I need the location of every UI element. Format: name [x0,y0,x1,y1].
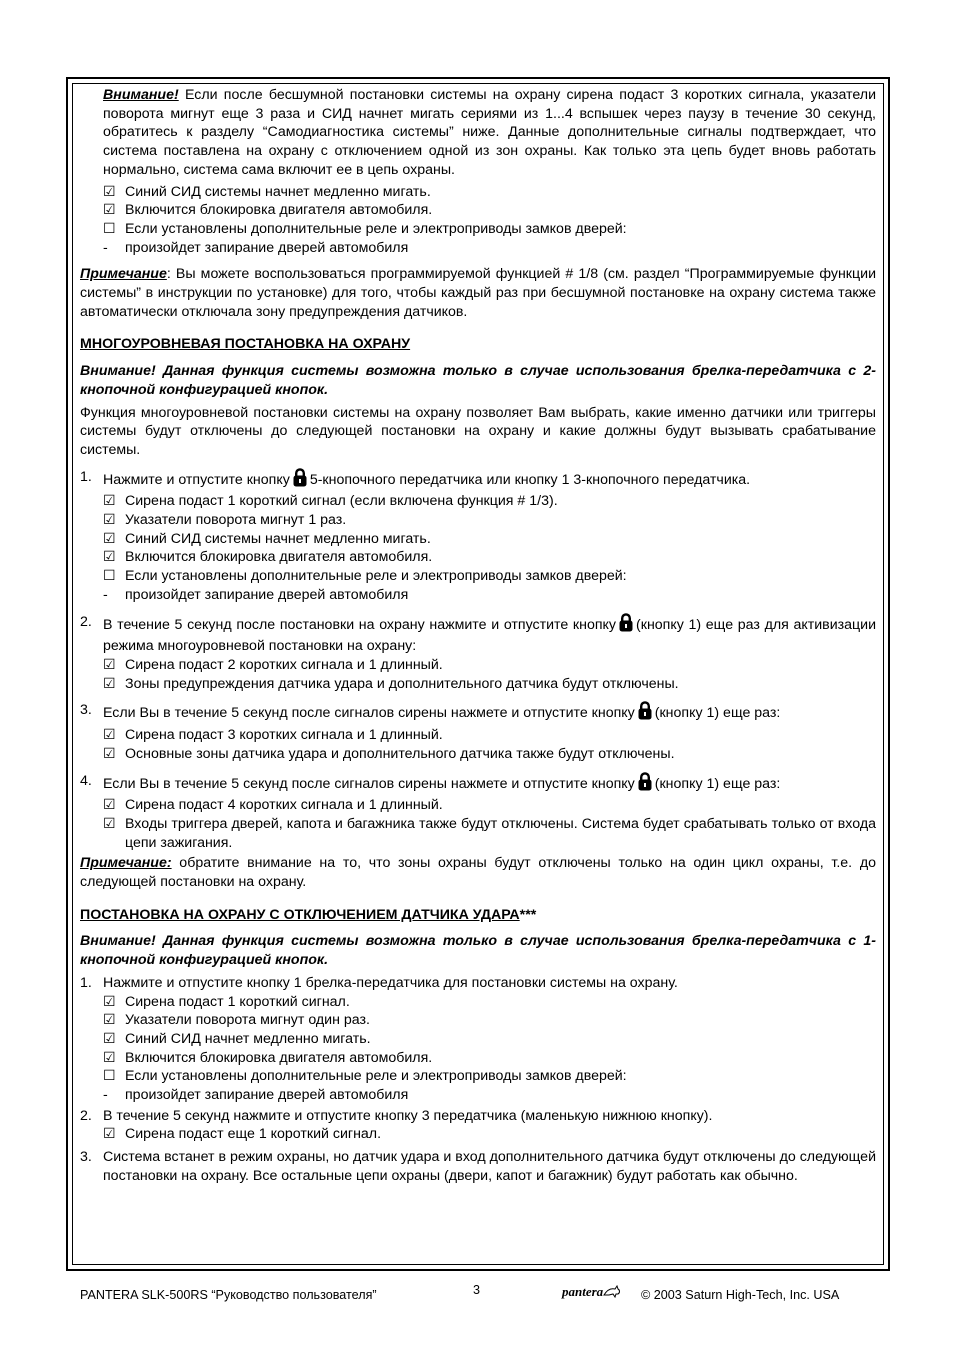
section-heading-line [80,906,876,925]
checkbox-checked-icon: ☑ [103,1126,116,1143]
list-item-text: Зоны предупреждения датчика удара и дополнительного датчика будут отключены. [125,675,679,692]
step-text: Нажмите и отпустите кнопку [103,471,290,488]
list-item [80,745,876,764]
list-item-text: Включится блокировка двигателя автомобиля. [125,1049,433,1066]
lock-icon [293,468,307,493]
list-item [80,796,876,815]
list-item-text: Синий СИД начнет медленно мигать. [125,1030,371,1047]
checkbox-checked-icon: ☑ [103,1049,116,1066]
warning-paragraph: Внимание! Данная функция системы возможна только в случае использования брелка-передатчика с 2-кнопочной конфигурацией кнопок. [80,363,876,398]
list-item-text: Если установлены дополнительные реле и электроприводы замков дверей: [125,568,627,585]
list-item [80,511,876,530]
checkbox-checked-icon: ☑ [103,797,116,814]
step-text: В течение 5 секунд нажмите и отпустите кнопку 3 передатчика (маленькую нижнюю кнопку). [103,1107,713,1124]
list-item-text: Сирена подаст 4 коротких сигнала и 1 длинный. [125,797,443,814]
list-item-text: Включится блокировка двигателя автомобиля. [125,549,433,566]
heading-footnote-mark: *** [519,906,537,923]
step-text: Если Вы в течение 5 секунд после сигналов сирены нажмете и отпустите кнопку [103,775,635,792]
list-item [80,993,876,1012]
list-item [80,567,876,586]
step-3-list [80,726,876,763]
list-item-text: Основные зоны датчика удара и дополнительного датчика также будут отключены. [125,745,675,762]
list-item [80,220,876,239]
checkbox-checked-icon: ☑ [103,512,116,529]
step-number: 3. [80,1149,92,1166]
list-item-text: произойдет запирание дверей автомобиля [125,1087,409,1104]
step-text: (кнопку 1) еще раз для активизации режима многоуровневой постановки на охрану: [103,616,876,655]
list-item [80,183,876,202]
step-3 [80,1148,876,1185]
warning-paragraph [80,86,876,180]
list-item [80,492,876,511]
list-item [80,1125,876,1144]
note-label: Примечание: [80,855,172,872]
checkbox-checked-icon: ☑ [103,549,116,566]
list-item-text: Если установлены дополнительные реле и электроприводы замков дверей: [125,220,627,237]
footer-copyright: © 2003 Saturn High-Tech, Inc. USA [641,1288,840,1302]
list-item [80,656,876,675]
note-text: : Вы можете воспользоваться программируемой функцией # 1/8 (см. раздел “Программируемые функции системы” в инструкции по установке) для того, чтобы каждый раз при бесшумной постановке на охрану система также автоматически отключала зону предупреждения датчиков. [80,266,876,320]
step-2 [80,613,876,656]
note-paragraph [80,854,876,891]
checkbox-checked-icon: ☑ [103,815,116,832]
footer-title: PANTERA SLK-500RS “Руководство пользователя” [80,1288,377,1302]
checkbox-checked-icon: ☑ [103,745,116,762]
dash-bullet: - [103,1087,108,1104]
checkbox-checked-icon: ☑ [103,656,116,673]
list-item [80,1030,876,1049]
note-label: Примечание [80,266,167,283]
list-item [80,1011,876,1030]
checkbox-checked-icon: ☑ [103,202,116,219]
step-1-list [80,492,876,604]
step-4 [80,772,876,797]
checkbox-empty-icon: ☐ [103,568,116,585]
list-item [80,586,876,605]
list-item-text: Включится блокировка двигателя автомобиля. [125,202,433,219]
step-number: 2. [80,1107,92,1124]
note-paragraph [80,265,876,321]
list-item [80,815,876,852]
checkbox-checked-icon: ☑ [103,493,116,510]
list-item-text: Входы триггера дверей, капота и багажника также будут отключены. Система будет срабатывать только от входа цепи зажигания. [125,815,876,851]
step-text: Нажмите и отпустите кнопку 1 брелка-передатчика для постановки системы на охрану. [103,974,678,991]
list-item [80,726,876,745]
step-text: (кнопку 1) еще раз: [654,775,781,792]
list-item-text: Если установлены дополнительные реле и электроприводы замков дверей: [125,1068,627,1085]
list-item-text: произойдет запирание дверей автомобиля [125,239,409,256]
section-heading: МНОГОУРОВНЕВАЯ ПОСТАНОВКА НА ОХРАНУ [80,336,411,353]
list-item-text: произойдет запирание дверей автомобиля [125,586,409,603]
checkbox-checked-icon: ☑ [103,1012,116,1029]
step-number: 1. [80,974,92,991]
step-text: Если Вы в течение 5 секунд после сигналов сирены нажмете и отпустите кнопку [103,705,635,722]
status-list [80,183,876,258]
checkbox-checked-icon: ☑ [103,1030,116,1047]
step-1-list [80,993,876,1105]
list-item-text: Указатели поворота мигнут 1 раз. [125,512,347,529]
checkbox-checked-icon: ☑ [103,993,116,1010]
step-text: Система встанет в режим охраны, но датчик удара и вход дополнительного датчика будут отключены до следующей постановки на охрану. Все остальные цепи охраны (двери, капот и багажник) будут работать как обычно. [103,1149,876,1184]
step-4-list [80,796,876,852]
list-item [80,1086,876,1105]
list-item [80,548,876,567]
step-number: 4. [80,772,92,789]
list-item-text: Сирена подаст еще 1 короткий сигнал. [125,1126,382,1143]
step-2-list [80,656,876,693]
step-text: (кнопку 1) еще раз: [654,705,781,722]
panther-icon [603,1285,621,1299]
step-text: В течение 5 секунд после постановки на охрану нажмите и отпустите кнопку [103,616,617,633]
step-1 [80,974,876,993]
dash-bullet: - [103,239,108,256]
checkbox-checked-icon: ☑ [103,727,116,744]
note-text: обратите внимание на то, что зоны охраны будут отключены только на один цикл охраны, т.е. до следующей постановки на охрану. [80,855,876,891]
step-2 [80,1107,876,1126]
step-number: 2. [80,613,92,630]
checkbox-checked-icon: ☑ [103,183,116,200]
list-item-text: Указатели поворота мигнут один раз. [125,1012,370,1029]
checkbox-checked-icon: ☑ [103,675,116,692]
checkbox-empty-icon: ☐ [103,1068,116,1085]
step-2-list [80,1125,876,1144]
dash-bullet: - [103,586,108,603]
pantera-logo-text: pantera [562,1284,604,1299]
page-number: 3 [473,1283,481,1297]
list-item [80,1067,876,1086]
section-heading: ПОСТАНОВКА НА ОХРАНУ С ОТКЛЮЧЕНИЕМ ДАТЧИКА УДАРА [80,906,520,923]
list-item-text: Сирена подаст 2 коротких сигнала и 1 длинный. [125,656,443,673]
warning-label: Внимание! [103,87,179,103]
list-item [80,201,876,220]
list-item [80,239,876,258]
intro-paragraph: Функция многоуровневой постановки системы на охрану позволяет Вам выбрать, какие именно датчики или триггеры системы будут отключены до следующей постановки на охрану и какие должны будут вызывать срабатывание системы. [80,404,876,458]
list-item [80,1049,876,1068]
step-number: 1. [80,468,92,485]
lock-icon [638,701,652,726]
list-item-text: Сирена подаст 3 коротких сигнала и 1 длинный. [125,727,443,744]
list-item-text: Синий СИД системы начнет медленно мигать. [125,530,431,547]
page-content [80,86,876,1186]
list-item-text: Сирена подаст 1 короткий сигнал (если включена функция # 1/3). [125,493,558,510]
list-item [80,530,876,549]
checkbox-checked-icon: ☑ [103,530,116,547]
warning-text: Если после бесшумной постановки системы на охрану сирена подаст 3 коротких сигнала, указатели поворота мигнут еще 3 раза и СИД начнет мигать сериями из 1...4 вспышек через паузу в течение 30 секунд, обратитесь к разделу “Самодиагностика системы” ниже. Данные дополнительные сигналы подтверждает, что система поставлена на охрану с отключением одной из зон охраны. Как только эта цепь будет вновь работать нормально, система сама включит ее в цепь охраны. [103,87,876,178]
step-text: 5-кнопочного передатчика или кнопку 1 3-кнопочного передатчика. [309,471,751,488]
checkbox-empty-icon: ☐ [103,220,116,237]
lock-icon [619,613,633,638]
list-item [80,675,876,694]
lock-icon [638,772,652,797]
step-number: 3. [80,702,92,719]
step-3 [80,701,876,726]
step-1 [80,468,876,493]
list-item-text: Сирена подаст 1 короткий сигнал. [125,993,350,1010]
list-item-text: Синий СИД системы начнет медленно мигать. [125,183,431,200]
warning-paragraph: Внимание! Данная функция системы возможна только в случае использования брелка-передатчика с 1-кнопочной конфигурацией кнопок. [80,933,876,969]
brand-logo [562,1284,621,1300]
